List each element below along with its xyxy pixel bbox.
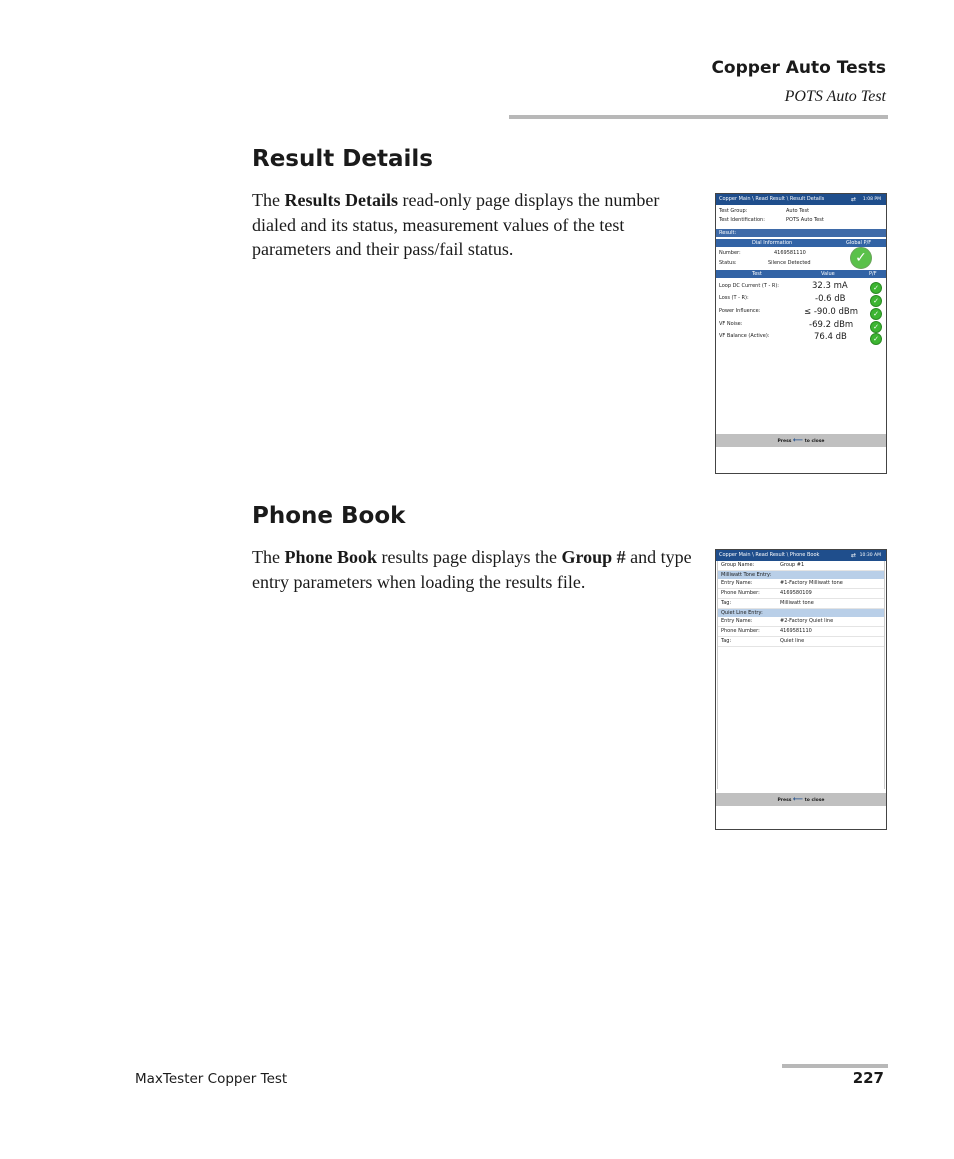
breadcrumb: Copper Main \ Read Result \ Phone Book xyxy=(719,552,820,558)
footer-rule xyxy=(782,1064,888,1068)
breadcrumb: Copper Main \ Read Result \ Result Details xyxy=(719,196,825,202)
header-rule xyxy=(509,115,888,119)
phone-book-paragraph: The Phone Book results page displays the Group # and type entry parameters when loading the results file. xyxy=(252,547,692,592)
footer-product: MaxTester Copper Test xyxy=(135,1071,288,1087)
test-row: VF Balance (Active): 76.4 dB ✓ xyxy=(716,332,886,344)
phone-book-heading: Phone Book xyxy=(252,503,406,529)
pass-icon: ✓ xyxy=(870,295,882,307)
result-details-paragraph: The Results Details read-only page displays the number dialed and its status, measurement values of the test parameters and their pass/fail status. xyxy=(252,190,660,259)
test-rows xyxy=(716,278,886,343)
list-item: Phone Number: 4169580109 xyxy=(718,589,884,599)
chapter-title: Copper Auto Tests xyxy=(711,58,886,78)
section-title: POTS Auto Test xyxy=(784,88,886,105)
result-bar: Result: xyxy=(716,229,886,237)
global-pass-icon: ✓ xyxy=(850,247,872,269)
list-item: Phone Number: 4169581110 xyxy=(718,627,884,637)
test-row: VF Noise: -69.2 dBm ✓ xyxy=(716,320,886,332)
test-group-row: Test Group: Auto Test xyxy=(719,208,810,214)
close-bar[interactable]: Press ⟵ to close xyxy=(716,793,886,806)
result-details-heading: Result Details xyxy=(252,146,433,172)
test-row: Power Influence: ≤ -90.0 dBm ✓ xyxy=(716,307,886,319)
test-row: Loop DC Current (T - R): 32.3 mA ✓ xyxy=(716,282,886,294)
title-bar xyxy=(716,550,886,561)
test-id-row: Test Identification: POTS Auto Test xyxy=(719,217,824,223)
pass-icon: ✓ xyxy=(870,282,882,294)
test-row: Loss (T - R): -0.6 dB ✓ xyxy=(716,294,886,306)
back-arrow-icon: ⟵ xyxy=(793,795,804,803)
back-arrow-icon: ⟵ xyxy=(793,436,804,444)
close-bar[interactable]: Press ⟵ to close xyxy=(716,434,886,447)
title-bar xyxy=(716,194,886,205)
clock: 10:30 AM xyxy=(859,553,881,558)
status-row: Status: Silence Detected xyxy=(719,260,811,266)
quiet-line-section-header: Quiet Line Entry: xyxy=(718,609,884,617)
dial-info-block xyxy=(716,247,886,270)
result-details-screenshot xyxy=(715,193,887,474)
pass-icon: ✓ xyxy=(870,333,882,345)
group-row: Group Name: Group #1 xyxy=(718,561,884,571)
list-item: Tag: Milliwatt tone xyxy=(718,599,884,609)
connection-icon: ⇄ xyxy=(850,196,856,203)
pass-icon: ✓ xyxy=(870,321,882,333)
list-item: Tag: Quiet line xyxy=(718,637,884,647)
phone-book-list xyxy=(717,561,885,789)
list-item: Entry Name: #1-Factory Milliwatt tone xyxy=(718,579,884,589)
test-columns-bar: Test Value P/F xyxy=(716,270,886,278)
milliwatt-section-header: Milliwatt Tone Entry: xyxy=(718,571,884,579)
phone-book-screenshot xyxy=(715,549,887,830)
list-item: Entry Name: #2-Factory Quiet line xyxy=(718,617,884,627)
pass-icon: ✓ xyxy=(870,308,882,320)
connection-icon: ⇄ xyxy=(850,552,856,559)
page-number: 227 xyxy=(852,1069,884,1087)
clock: 1:08 PM xyxy=(862,197,881,202)
dial-info-bar: Dial Information Global P/F xyxy=(716,239,886,247)
number-row: Number: 4169581110 xyxy=(719,250,806,256)
